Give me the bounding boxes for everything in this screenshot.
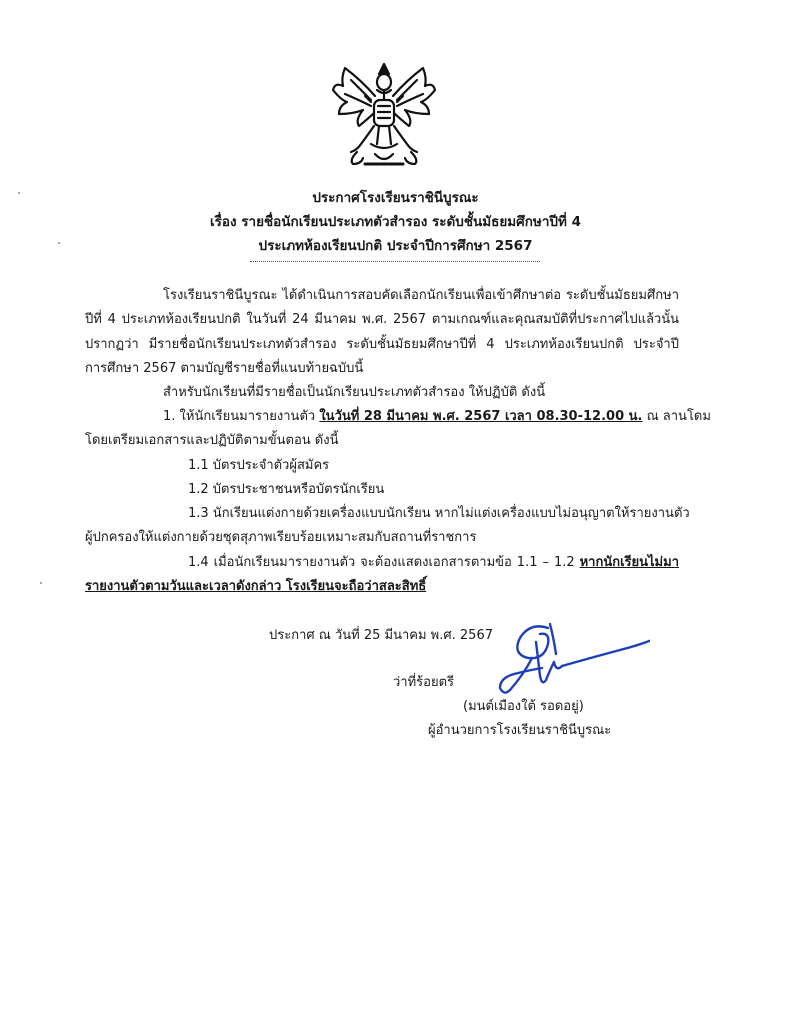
garuda-emblem-icon — [331, 60, 437, 172]
report-date-emphasis: ในวันที่ 28 มีนาคม พ.ศ. 2567 เวลา 08.30-12.00 น. — [319, 409, 643, 424]
instruction-item-1 — [163, 405, 711, 426]
paragraph-line: ปีที่ 4 ประเภทห้องเรียนปกติ ในวันที่ 24 มีนาคม พ.ศ. 2567 ตามเกณฑ์และคุณสมบัติที่ประกาศไปแล้วนั้น — [85, 312, 679, 327]
signer-name: (มนต์เมืองใต้ รอดอยู่) — [463, 699, 584, 714]
item-text: ณ ลานโดม — [642, 409, 711, 424]
paragraph-line: โดยเตรียมเอกสารและปฏิบัติตามขั้นตอน ดังนี้ — [85, 433, 339, 448]
sub-item-1-3: 1.3 นักเรียนแต่งกายด้วยเครื่องแบบนักเรียน หากไม่แต่งเครื่องแบบไม่อนุญาตให้รายงานตัว — [188, 506, 690, 521]
item-text: 1. ให้นักเรียนมารายงานตัว — [163, 409, 320, 424]
forfeit-warning: หากนักเรียนไม่มา — [579, 555, 679, 570]
announcement-subject-line2: ประเภทห้องเรียนปกติ ประจำปีการศึกษา 2567 — [258, 238, 533, 254]
paragraph-line: โรงเรียนราชินีบูรณะ ได้ดำเนินการสอบคัดเลือกนักเรียนเพื่อเข้าศึกษาต่อ ระดับชั้นมัธยมศึกษา — [163, 288, 679, 303]
paragraph-intro: สำหรับนักเรียนที่มีรายชื่อเป็นนักเรียนประเภทตัวสำรอง ให้ปฏิบัติ ดังนี้ — [163, 385, 546, 400]
announcement-subject: เรื่อง รายชื่อนักเรียนประเภทตัวสำรอง ระดับชั้นมัธยมศึกษาปีที่ 4 — [210, 214, 581, 230]
forfeit-warning-line2: รายงานตัวตามวันและเวลาดังกล่าว โรงเรียนจะถือว่าสละสิทธิ์ — [85, 579, 427, 594]
scan-speck — [40, 582, 42, 584]
announcement-title: ประกาศโรงเรียนราชินีบูรณะ — [312, 190, 479, 206]
signer-rank: ว่าที่ร้อยตรี — [393, 675, 455, 690]
signature-icon — [470, 618, 650, 703]
paragraph-line: ปรากฏว่า มีรายชื่อนักเรียนประเภทตัวสำรอง ระดับชั้นมัธยมศึกษาปีที่ 4 ประเภทห้องเรียนปกติ ประจำปี — [85, 337, 679, 352]
signer-position: ผู้อำนวยการโรงเรียนราชินีบูรณะ — [428, 723, 612, 738]
sub-item-1-1: 1.1 บัตรประจำตัวผู้สมัคร — [188, 458, 330, 473]
announcement-date: ประกาศ ณ วันที่ 25 มีนาคม พ.ศ. 2567 — [269, 628, 493, 643]
sub-item-1-4 — [188, 551, 679, 572]
item-text: 1.4 เมื่อนักเรียนมารายงานตัว จะต้องแสดงเอกสารตามข้อ 1.1 – 1.2 — [188, 555, 580, 570]
dotted-divider — [250, 261, 540, 262]
scan-speck — [58, 242, 60, 244]
scan-speck — [18, 192, 20, 194]
paragraph-line: การศึกษา 2567 ตามบัญชีรายชื่อที่แนบท้ายฉบับนี้ — [85, 361, 364, 376]
paragraph-line: ผู้ปกครองให้แต่งกายด้วยชุดสุภาพเรียบร้อยเหมาะสมกับสถานที่ราชการ — [85, 530, 477, 545]
sub-item-1-2: 1.2 บัตรประชาชนหรือบัตรนักเรียน — [188, 482, 385, 497]
